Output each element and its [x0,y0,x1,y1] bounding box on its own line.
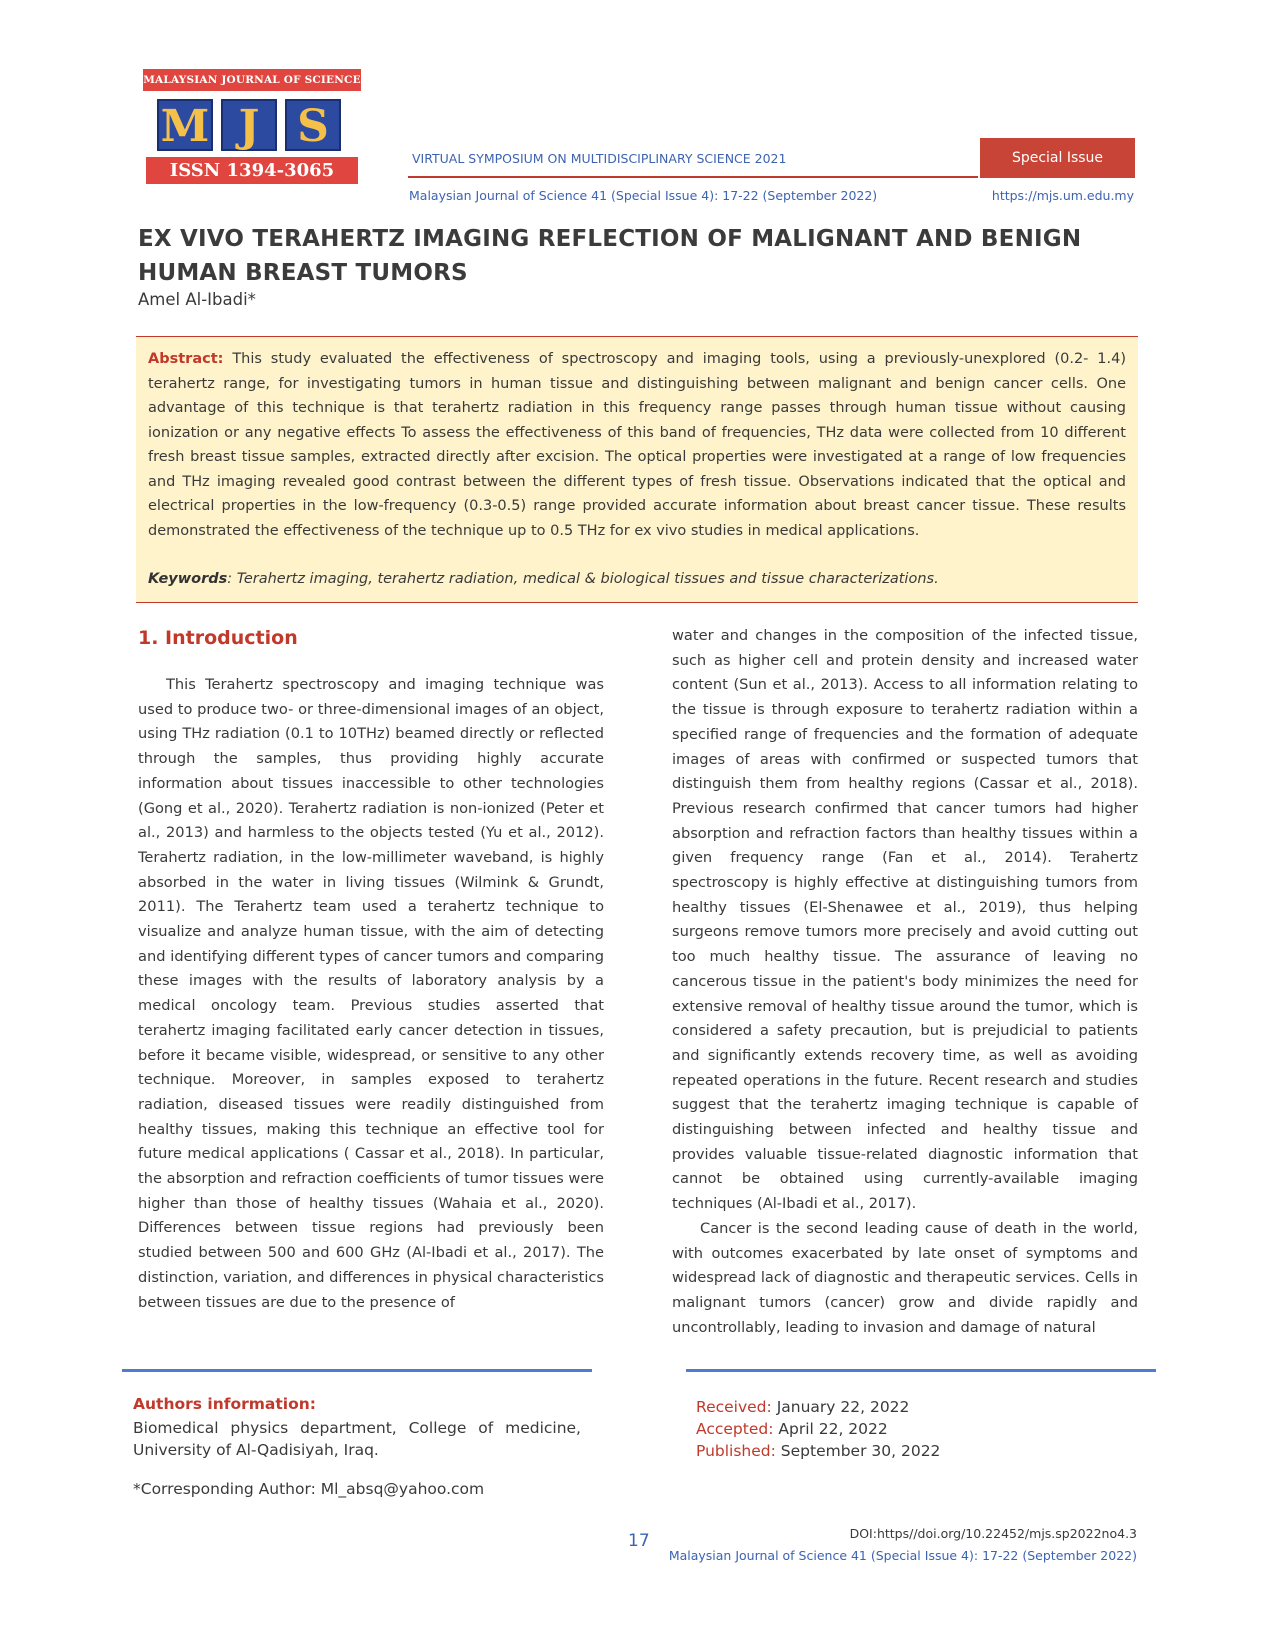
abstract-label: Abstract: [148,351,224,367]
authors-affiliation: Biomedical physics department, College of medicine, University of Al-Qadisiyah, Iraq. [133,1419,581,1459]
logo-letter-s: S [285,99,341,151]
footer-divider-right [686,1369,1156,1372]
doi-link[interactable]: DOI:https//doi.org/10.22452/mjs.sp2022no4.3 [849,1526,1137,1541]
keywords-label: Keywords [148,571,228,587]
published-label: Published: [696,1442,776,1460]
received-date: January 22, 2022 [776,1398,910,1416]
keywords-text: Terahertz imaging, terahertz radiation, medical & biological tissues and tissue characterizations. [236,571,939,587]
special-issue-badge: Special Issue [980,138,1135,178]
accepted-row [696,1418,940,1440]
page-number: 17 [628,1531,650,1551]
accepted-date: April 22, 2022 [778,1420,888,1438]
authors-info-label: Authors information: [133,1395,316,1413]
header-divider [408,176,978,178]
logo-journal-name: MALAYSIAN JOURNAL OF SCIENCE [143,69,361,91]
published-row [696,1440,940,1462]
keywords-colon: : [227,571,233,587]
footer-divider-left [122,1369,592,1372]
published-date: September 30, 2022 [780,1442,941,1460]
intro-paragraph-3: Cancer is the second leading cause of death in the world, with outcomes exacerbated by late onset of symptoms and widespread lack of diagnostic and therapeutic services. Cells in malignant tumors (cancer) grow and divide rapidly and uncontrollably, leading to invasion and damage of natural [672,1219,1138,1336]
corresponding-author: *Corresponding Author: Ml_absq@yahoo.com [133,1480,485,1498]
intro-paragraph-1: This Terahertz spectroscopy and imaging technique was used to produce two- or three-dimensional images of an object, using THz radiation (0.1 to 10THz) beamed directly or reflected through the samples, thus providing highly accurate information about tissues inaccessible to other technologies (Gong et al., 2020). Terahertz radiation is non-ionized (Peter et al., 2013) and harmless to the objects tested (Yu et al., 2012). Terahertz radiation, in the low-millimeter waveband, is highly absorbed in the water in living tissues (Wilmink & Grundt, 2011). The Terahertz team used a terahertz technique to visualize and analyze human tissue, with the aim of detecting and identifying different types of cancer tumors and comparing these images with the results of laboratory analysis by a medical oncology team. Previous studies asserted that terahertz imaging facilitated early cancer detection in tissues, before it became visible, widespread, or sensitive to any other technique. Moreover, in samples exposed to terahertz radiation, diseased tissues were readily distinguished from healthy tissues, making this technique an effective tool for future medical applications ( Cassar et al., 2018). In particular, the absorption and refraction coefficients of tumor tissues were higher than those of healthy tissues (Wahaia et al., 2020). Differences between tissue regions had previously been studied between 500 and 600 GHz (Al-Ibadi et al., 2017). The distinction, variation, and differences in physical characteristics between tissues are due to the presence of [138,676,604,1311]
received-row [696,1396,940,1418]
journal-url-link[interactable]: https://mjs.um.edu.my [991,188,1134,203]
publication-dates [696,1396,940,1462]
logo-letters [157,99,347,151]
paper-author: Amel Al-Ibadi* [138,290,256,309]
abstract-paragraph [148,347,1126,543]
logo-issn: ISSN 1394-3065 [146,157,358,184]
accepted-label: Accepted: [696,1420,774,1438]
journal-logo [143,69,361,185]
logo-letter-j: J [221,99,277,151]
paper-title: EX VIVO TERAHERTZ IMAGING REFLECTION OF MALIGNANT AND BENIGN HUMAN BREAST TUMORS [138,226,1082,286]
left-column [138,673,604,1315]
received-label: Received: [696,1398,772,1416]
section-heading-introduction: 1. Introduction [138,627,298,649]
right-column [672,624,1138,1340]
intro-paragraph-2: water and changes in the composition of the infected tissue, such as higher cell and protein density and increased water content (Sun et al., 2013). Access to all information relating to the tissue is through exposure to terahertz radiation within a specified range of frequencies and the formation of adequate images of areas with confirmed or suspected tumors that distinguish them from healthy regions (Cassar et al., 2018). Previous research confirmed that cancer tumors had higher absorption and refraction factors than healthy tissues within a given frequency range (Fan et al., 2014). Terahertz spectroscopy is highly effective at distinguishing tumors from healthy tissues (El-Shenawee et al., 2019), thus helping surgeons remove tumors more precisely and avoid cutting out too much healthy tissue. The assurance of leaving no cancerous tissue in the patient's body minimizes the need for extensive removal of healthy tissue around the tumor, which is considered a safety precaution, but is prejudicial to patients and significantly extends recovery time, as well as avoiding repeated operations in the future. Recent research and studies suggest that the terahertz imaging technique is capable of distinguishing between infected and healthy tissue and provides valuable tissue-related diagnostic information that cannot be obtained using currently-available imaging techniques (Al-Ibadi et al., 2017). [672,627,1138,1213]
keywords-line [148,567,1126,591]
logo-letter-m: M [157,99,213,151]
footer-journal-citation: Malaysian Journal of Science 41 (Special Issue 4): 17-22 (September 2022) [668,1548,1137,1563]
abstract-box [136,336,1138,603]
symposium-title: VIRTUAL SYMPOSIUM ON MULTIDISCIPLINARY SCIENCE 2021 [412,151,787,166]
abstract-text: This study evaluated the effectiveness of spectroscopy and imaging tools, using a previously-unexplored (0.2- 1.4) terahertz range, for investigating tumors in human tissue and distinguishing between malignant and benign cancer cells. One advantage of this technique is that terahertz radiation in this frequency range passes through human tissue without causing ionization or any negative effects To assess the effectiveness of this band of frequencies, THz data were collected from 10 different fresh breast tissue samples, extracted directly after excision. The optical properties were investigated at a range of low frequencies and THz imaging revealed good contrast between the different types of fresh tissue. Observations indicated that the optical and electrical properties in the low-frequency (0.3-0.5) range provided accurate information about breast cancer tissue. These results demonstrated the effectiveness of the technique up to 0.5 THz for ex vivo studies in medical applications. [148,351,1126,539]
journal-citation: Malaysian Journal of Science 41 (Special Issue 4): 17-22 (September 2022) [409,188,878,203]
